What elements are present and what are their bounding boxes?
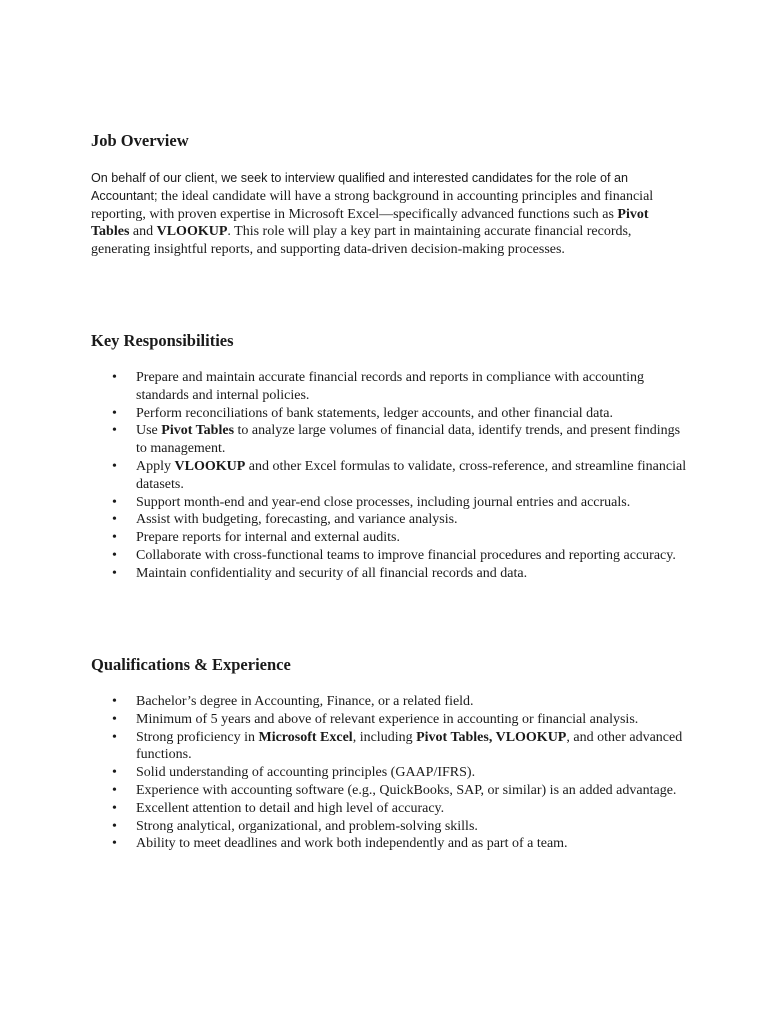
list-item: • Perform reconciliations of bank statements, ledger accounts, and other financial data.	[91, 405, 691, 423]
overview-text-1: the ideal candidate will have a strong background in accounting principles and financial reporting, with proven expertise in Microsoft Excel—specifically advanced functions such as	[91, 188, 654, 222]
list-item: • Minimum of 5 years and above of relevant experience in accounting or financial analysis.	[91, 711, 691, 729]
list-item: • Strong analytical, organizational, and problem-solving skills.	[91, 818, 691, 836]
list-item: • Ability to meet deadlines and work both independently and as part of a team.	[91, 835, 691, 853]
list-item: • Experience with accounting software (e.g., QuickBooks, SAP, or similar) is an added advantage.	[91, 782, 691, 800]
list-item: • Prepare and maintain accurate financial records and reports in compliance with accounting standards and internal policies.	[91, 369, 691, 405]
list-item: • Strong proficiency in Microsoft Excel, including Pivot Tables, VLOOKUP, and other advanced functions.	[91, 729, 691, 765]
job-overview-heading: Job Overview	[91, 131, 189, 150]
list-item: • Use Pivot Tables to analyze large volumes of financial data, identify trends, and present findings to management.	[91, 422, 691, 458]
qualifications-list	[91, 693, 691, 853]
list-item: • Bachelor’s degree in Accounting, Finance, or a related field.	[91, 693, 691, 711]
overview-intro-text: On behalf of our client, we seek to interview qualified and interested candidates for the role of an Accountant;	[91, 171, 628, 203]
list-item: • Support month-end and year-end close processes, including journal entries and accruals.	[91, 494, 691, 512]
overview-bold-vlookup: VLOOKUP	[156, 224, 228, 240]
overview-text-3: . This role will play a key part in maintaining accurate financial records, generating insightful reports, and supporting data-driven decision-making processes.	[91, 224, 632, 258]
overview-bold-pivot: Pivot Tables	[91, 206, 649, 240]
list-item: • Apply VLOOKUP and other Excel formulas to validate, cross-reference, and streamline financial datasets.	[91, 458, 691, 494]
list-item: • Solid understanding of accounting principles (GAAP/IFRS).	[91, 764, 691, 782]
key-responsibilities-heading: Key Responsibilities	[91, 331, 234, 350]
qualifications-heading: Qualifications & Experience	[91, 655, 291, 674]
list-item: • Excellent attention to detail and high level of accuracy.	[91, 800, 691, 818]
list-item: • Assist with budgeting, forecasting, and variance analysis.	[91, 511, 691, 529]
responsibilities-list	[91, 369, 691, 583]
overview-text-2: and	[129, 224, 157, 240]
job-overview-paragraph	[91, 170, 681, 259]
list-item: • Maintain confidentiality and security of all financial records and data.	[91, 565, 691, 583]
list-item: • Collaborate with cross-functional teams to improve financial procedures and reporting accuracy.	[91, 547, 691, 565]
list-item: • Prepare reports for internal and external audits.	[91, 529, 691, 547]
